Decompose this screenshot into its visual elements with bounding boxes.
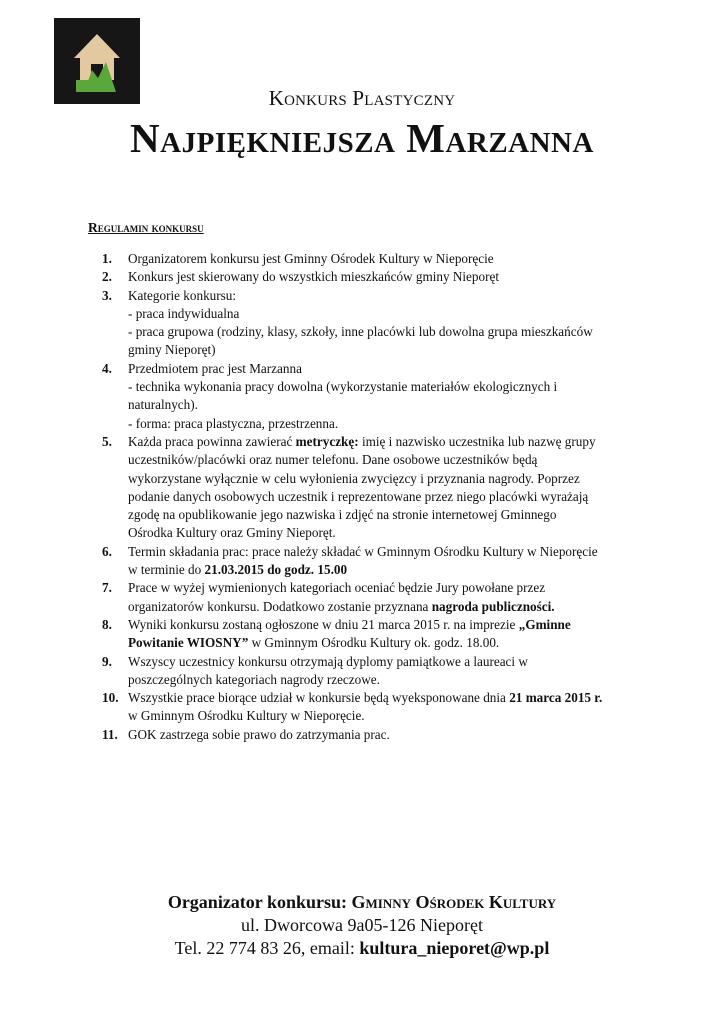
rule-text xyxy=(128,634,642,652)
rule-text: GOK zastrzega sobie prawo do zatrzymania prac. xyxy=(128,726,390,742)
rule-text: - praca indywidualna xyxy=(128,305,240,321)
rule-item xyxy=(102,360,642,433)
rule-text: Termin składania prac: prace należy składać w Gminnym Ośrodku Kultury w Nieporęcie xyxy=(128,543,598,559)
rule-text: - praca grupowa (rodziny, klasy, szkoły, inne placówki lub dowolna grupa mieszkańców xyxy=(128,324,593,340)
rule-text: Konkurs jest skierowany do wszystkich mieszkańców gminy Nieporęt xyxy=(128,269,500,285)
rule-text: - forma: praca plastyczna, przestrzenna. xyxy=(128,415,339,431)
rule-item xyxy=(102,616,642,653)
rule-item xyxy=(102,579,642,616)
organizer-name: Gminny Ośrodek Kultury xyxy=(351,892,557,912)
rule-number: 4. xyxy=(102,360,112,376)
rule-text xyxy=(128,616,642,634)
rule-text: poszczególnych kategoriach nagrody rzeczowe. xyxy=(128,671,380,687)
organizer-email: kultura_nieporet@wp.pl xyxy=(359,938,550,958)
rule-item xyxy=(102,250,642,268)
rule-item xyxy=(102,433,642,543)
rule-number: 5. xyxy=(102,433,112,449)
rule-emphasis: „Gminne xyxy=(518,616,571,632)
rule-item xyxy=(102,268,642,286)
rule-number: 7. xyxy=(102,580,112,596)
contest-subtitle: Konkurs Plastyczny xyxy=(268,86,456,110)
rule-text-part: Wszystkie prace biorące udział w konkursie będą wyeksponowane dnia xyxy=(128,690,506,706)
rule-number: 8. xyxy=(102,616,112,632)
rule-emphasis: metryczkę: xyxy=(295,433,359,449)
rule-text-part: Każda praca powinna zawierać xyxy=(128,433,293,449)
rule-text: wykorzystane wyłącznie w celu wyłonienia zwycięzcy i przyznania nagrody. Poprzez xyxy=(128,470,580,486)
rule-emphasis: 21 marca 2015 r. xyxy=(509,690,603,706)
rule-text: w Gminnym Ośrodku Kultury w Nieporęcie. xyxy=(128,708,365,724)
rule-text: Przedmiotem prac jest Marzanna xyxy=(128,360,302,376)
rule-text-part: imię i nazwisko uczestnika lub nazwę grupy xyxy=(361,433,596,449)
regulations-list xyxy=(102,250,642,744)
rule-text xyxy=(128,689,642,707)
regulations-heading: Regulamin konkursu xyxy=(88,220,204,235)
rule-number: 6. xyxy=(102,543,112,559)
rule-item xyxy=(102,653,642,690)
organizer-contact xyxy=(0,938,724,959)
rule-emphasis: 21.03.2015 do godz. 15.00 xyxy=(204,562,348,578)
rule-text: Kategorie konkursu: xyxy=(128,287,237,303)
rule-item xyxy=(102,543,642,580)
rule-text xyxy=(128,433,642,451)
rule-number: 2. xyxy=(102,269,112,285)
organizer-phone: Tel. 22 774 83 26, email: xyxy=(174,938,355,958)
rule-item xyxy=(102,287,642,360)
rule-item xyxy=(102,689,642,726)
rule-item xyxy=(102,726,642,744)
rule-number: 9. xyxy=(102,653,112,669)
rule-text: gminy Nieporęt) xyxy=(128,342,216,358)
rule-text: zgodę na opublikowanie jego nazwiska i zdjęć na stronie internetowej Gminnego xyxy=(128,507,557,523)
rule-text: Prace w wyżej wymienionych kategoriach oceniać będzie Jury powołane przez xyxy=(128,580,546,596)
rule-text: Organizatorem konkursu jest Gminny Ośrodek Kultury w Nieporęcie xyxy=(128,251,494,266)
organizer-footer xyxy=(0,892,724,959)
rule-text-part: Wyniki konkursu zostaną ogłoszone w dniu 21 marca 2015 r. na imprezie xyxy=(128,616,516,632)
rule-text-part: w Gminnym Ośrodku Kultury ok. godz. 18.00. xyxy=(251,635,500,651)
organizer-line xyxy=(0,892,724,913)
rule-number: 3. xyxy=(102,287,112,303)
rule-number: 1. xyxy=(102,251,112,266)
contest-title: Najpiękniejsza Marzanna xyxy=(130,115,594,161)
rule-emphasis: Powitanie WIOSNY” xyxy=(128,635,249,651)
rule-text: uczestników/placówki oraz numer telefonu. Dane osobowe uczestników będą xyxy=(128,452,538,468)
organizer-address: ul. Dworcowa 9a05-126 Nieporęt xyxy=(241,915,483,935)
rule-text-part: organizatorów konkursu. Dodatkowo zostanie przyznana xyxy=(128,598,429,614)
rule-text-part: w terminie do xyxy=(128,562,202,578)
organizer-label: Organizator konkursu: xyxy=(167,892,348,912)
rule-text: Wszyscy uczestnicy konkursu otrzymają dyplomy pamiątkowe a laureaci w xyxy=(128,653,528,669)
rule-number: 11. xyxy=(102,726,118,742)
rule-text: naturalnych). xyxy=(128,397,198,413)
rule-text: - technika wykonania pracy dowolna (wykorzystanie materiałów ekologicznych i xyxy=(128,379,558,395)
rule-number: 10. xyxy=(102,690,119,706)
rule-text: Ośrodka Kultury oraz Gminy Nieporęt. xyxy=(128,525,336,541)
rule-text: podanie danych osobowych uczestnik i reprezentowane przez niego placówki wyrażają xyxy=(128,488,589,504)
rule-text xyxy=(128,561,642,579)
rule-text xyxy=(128,598,642,616)
rule-emphasis: nagroda publiczności. xyxy=(431,598,555,614)
